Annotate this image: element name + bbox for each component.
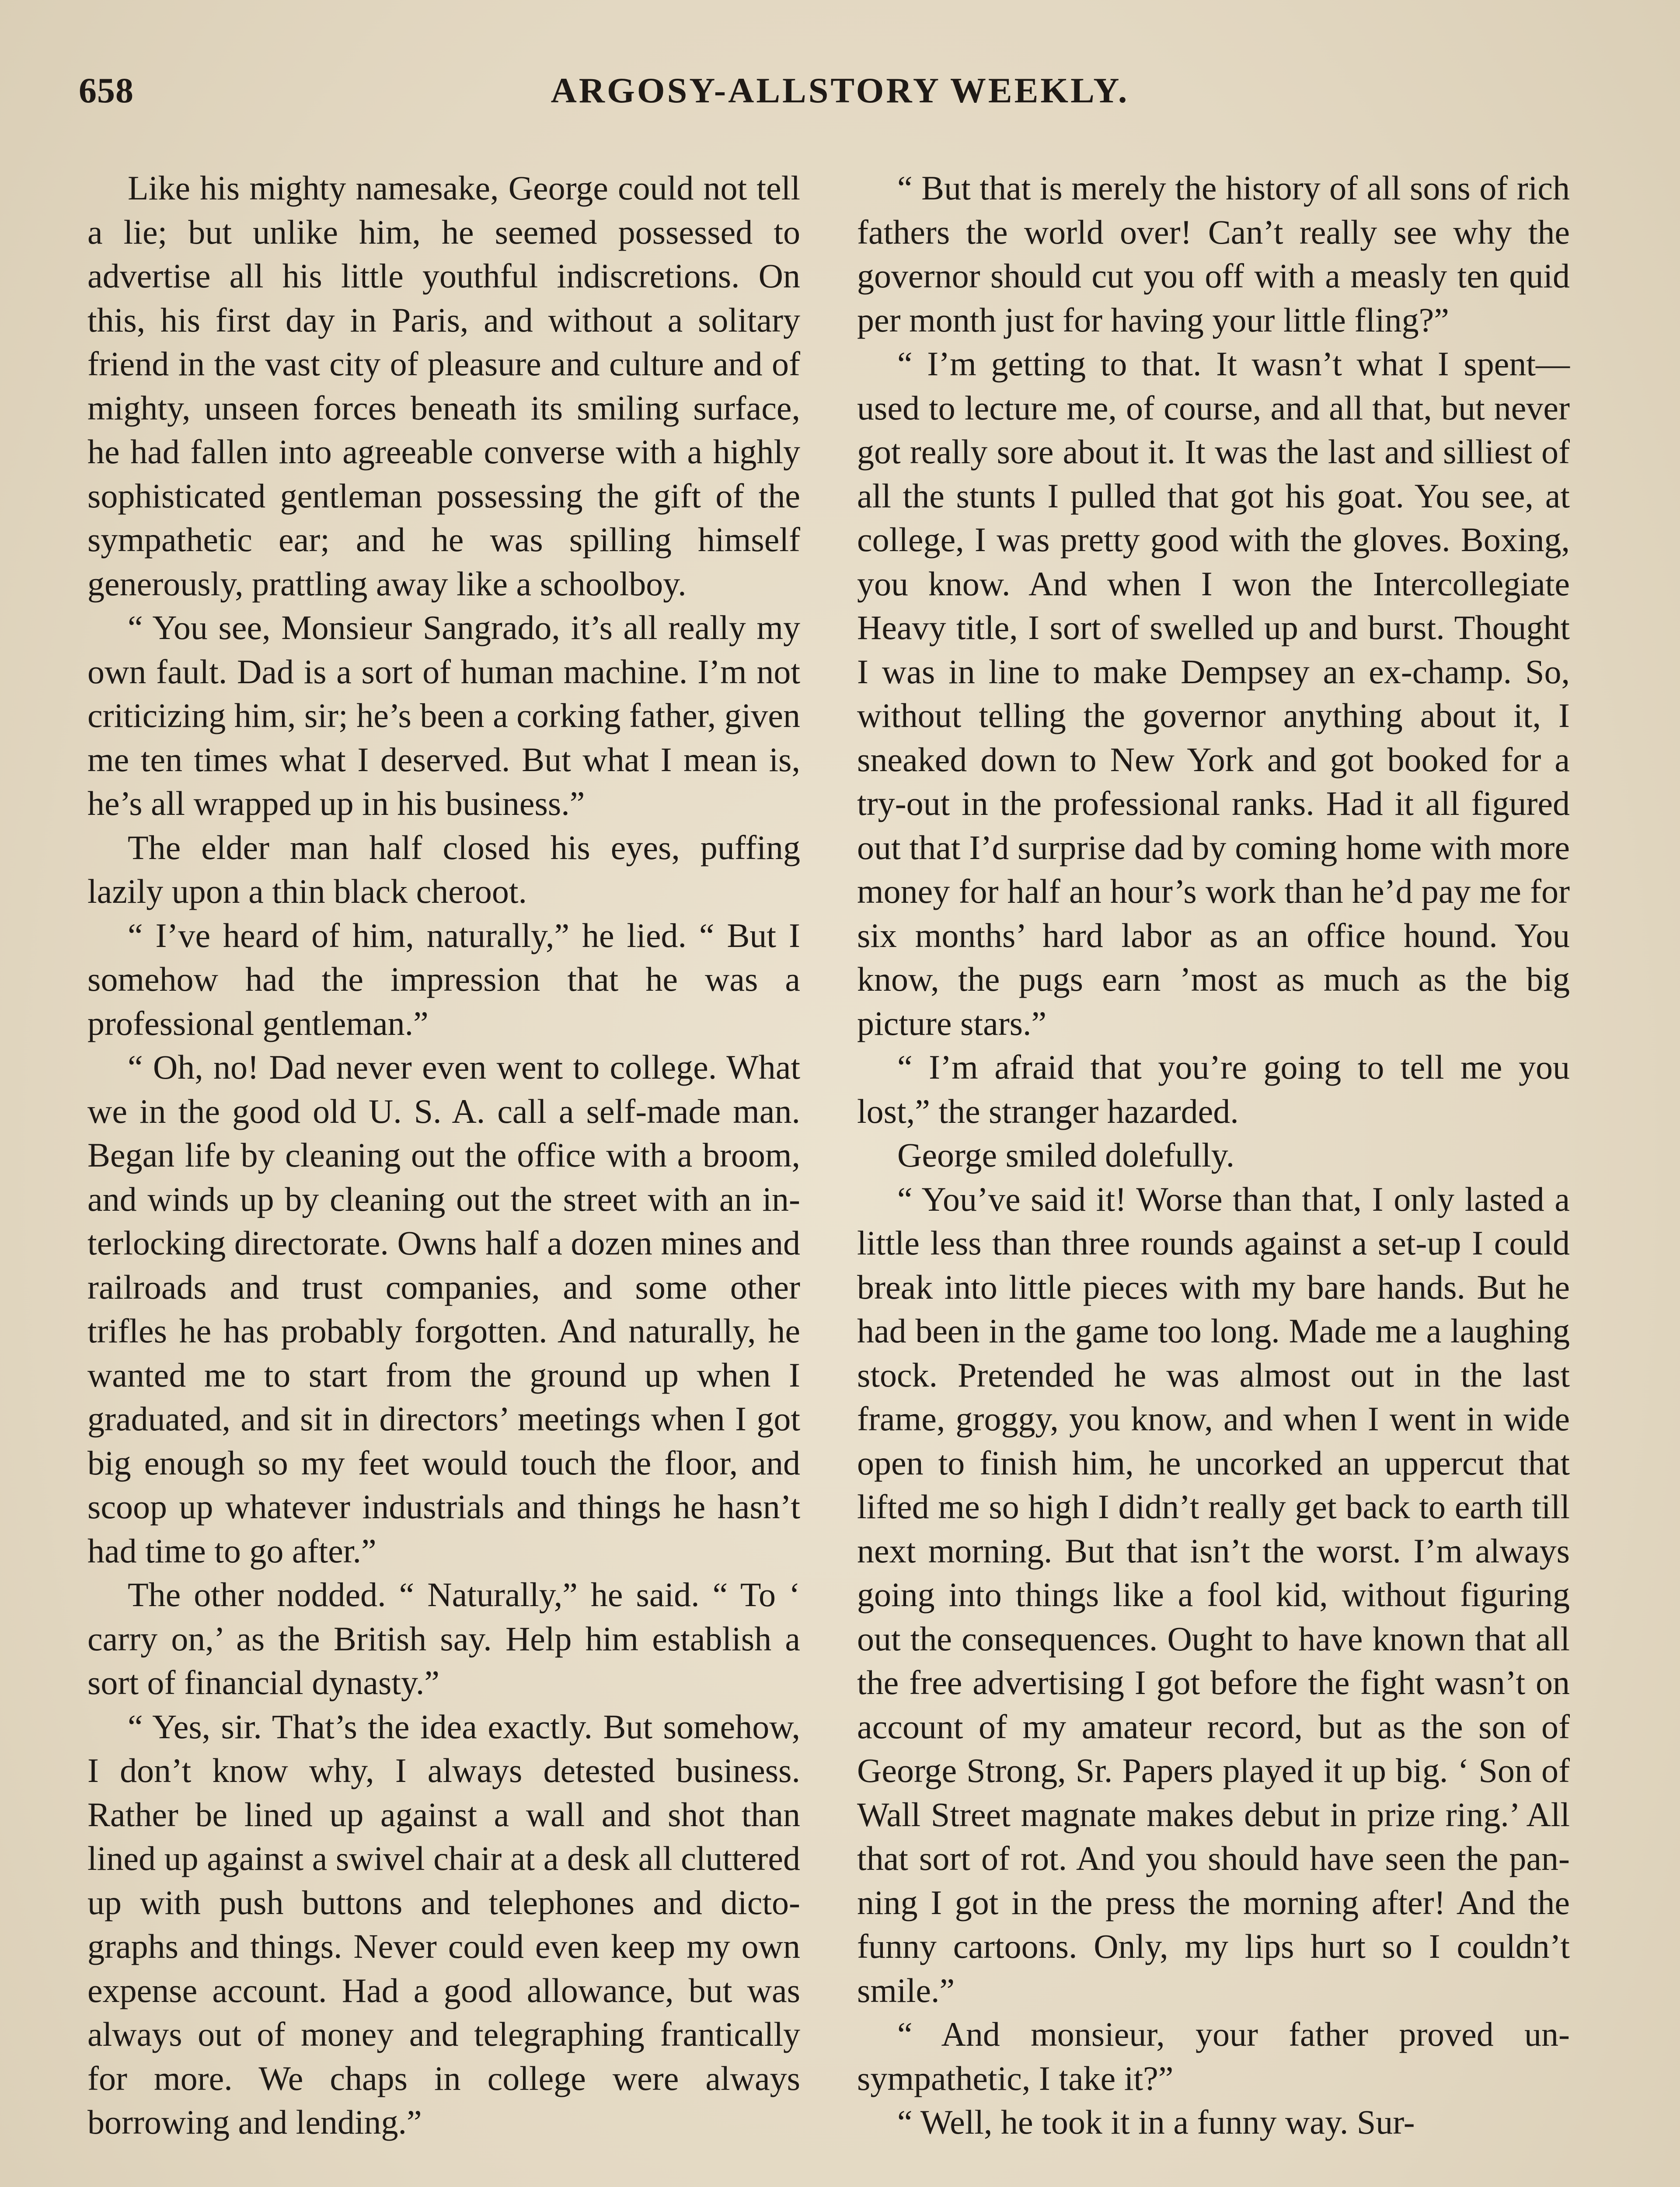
- paragraph: “ I’m getting to that. It wasn’t what I spent—used to lecture me, of course, and all that, but never got really sore about it. It was the last and silliest of all the stunts I pulled that got his goat. You see, at college, I was pretty good with the gloves. Boxing, you know. And when I won the Intercollegiate Heavy title, I sort of swelled up and burst. Thought I was in line to make Dempsey an ex-champ. So, without telling the governor anything about it, I sneaked down to New York and got booked for a try-out in the professional ranks. Had it all figured out that I’d surprise dad by coming home with more money for half an hour’s work than he’d pay me for six months’ hard labor as an office hound. You know, the pugs earn ’most as much as the big picture stars.”: [857, 345, 1570, 1042]
- paragraph: “ Well, he took it in a funny way. Sur-: [897, 2103, 1415, 2141]
- paragraph: “ Oh, no! Dad never even went to college. What we in the good old U. S. A. call a self-made man. Began life by cleaning out the office with a broom, and winds up by cleaning out the street with an interlocking directorate. Owns half a dozen mines and railroads and trust companies, and some other trifles he has probably forgotten. And naturally, he wanted me to start from the ground up when I graduated, and sit in directors’ meetings when I got big enough so my feet would touch the floor, and scoop up whatever industrials and things he hasn’t had time to go after.”: [87, 1048, 800, 1570]
- left-column: [87, 166, 800, 2145]
- paragraph: “ And monsieur, your father proved unsympathetic, I take it?”: [857, 2015, 1570, 2097]
- paragraph: “ But that is merely the history of all sons of rich fathers the world over! Can’t really see why the governor should cut you off with a measly ten quid per month just for having your little fling?”: [857, 169, 1570, 339]
- right-column: [857, 166, 1570, 2145]
- paragraph: “ You see, Monsieur Sangrado, it’s all really my own fault. Dad is a sort of human machine. I’m not criticizing him, sir; he’s been a corking father, given me ten times what I deserved. But what I mean is, he’s all wrapped up in his business.”: [87, 608, 801, 822]
- page-header: [79, 70, 1601, 136]
- paragraph: Like his mighty namesake, George could not tell a lie; but unlike him, he seemed possessed to advertise all his little youthful indiscretions. On this, his first day in Paris, and without a solitary friend in the vast city of pleasure and culture and of mighty, unseen forces beneath its smiling surface, he had fallen into agreeable converse with a highly sophisticated gentleman possessing the gift of the sympathetic ear; and he was spilling himself generously, prattling away like a schoolboy.: [87, 169, 800, 603]
- paragraph: The elder man half closed his eyes, puffing lazily upon a thin black cheroot.: [87, 828, 800, 910]
- running-head: ARGOSY-ALLSTORY WEEKLY.: [551, 70, 1129, 110]
- paragraph: George smiled dolefully.: [897, 1136, 1235, 1174]
- page-number: 658: [79, 70, 134, 110]
- paragraph: “ Yes, sir. That’s the idea exactly. But somehow, I don’t know why, I always detested business. Rather be lined up against a wall and shot than lined up against a swivel chair at a desk all cluttered up with push buttons and telephones and dictographs and things. Never could even keep my own expense account. Had a good allowance, but was always out of money and telegraphing frantically for more. We chaps in college were always borrowing and lending.”: [87, 1707, 800, 2141]
- paragraph: “ I’m afraid that you’re going to tell me you lost,” the stranger hazarded.: [857, 1048, 1570, 1130]
- paragraph: “ You’ve said it! Worse than that, I only lasted a little less than three rounds against a set-up I could break into little pieces with my bare hands. But he had been in the game too long. Made me a laughing stock. Pretended he was almost out in the last frame, groggy, you know, and when I went in wide open to finish him, he uncorked an uppercut that lifted me so high I didn’t really get back to earth till next morning. But that isn’t the worst. I’m always going into things like a fool kid, without figuring out the consequences. Ought to have known that all the free advertising I got before the fight wasn’t on account of my amateur record, but as the son of George Strong, Sr. Papers played it up big. ‘ Son of Wall Street magnate makes debut in prize ring.’ All that sort of rot. And you should have seen the panning I got in the press the morning after! And the funny cartoons. Only, my lips hurt so I couldn’t smile.”: [857, 1180, 1570, 2009]
- paragraph: The other nodded. “ Naturally,” he said. “ To ‘ carry on,’ as the British say. Help him establish a sort of financial dynasty.”: [87, 1576, 800, 1701]
- paragraph: “ I’ve heard of him, naturally,” he lied. “ But I somehow had the impression that he was a professional gentleman.”: [87, 916, 800, 1042]
